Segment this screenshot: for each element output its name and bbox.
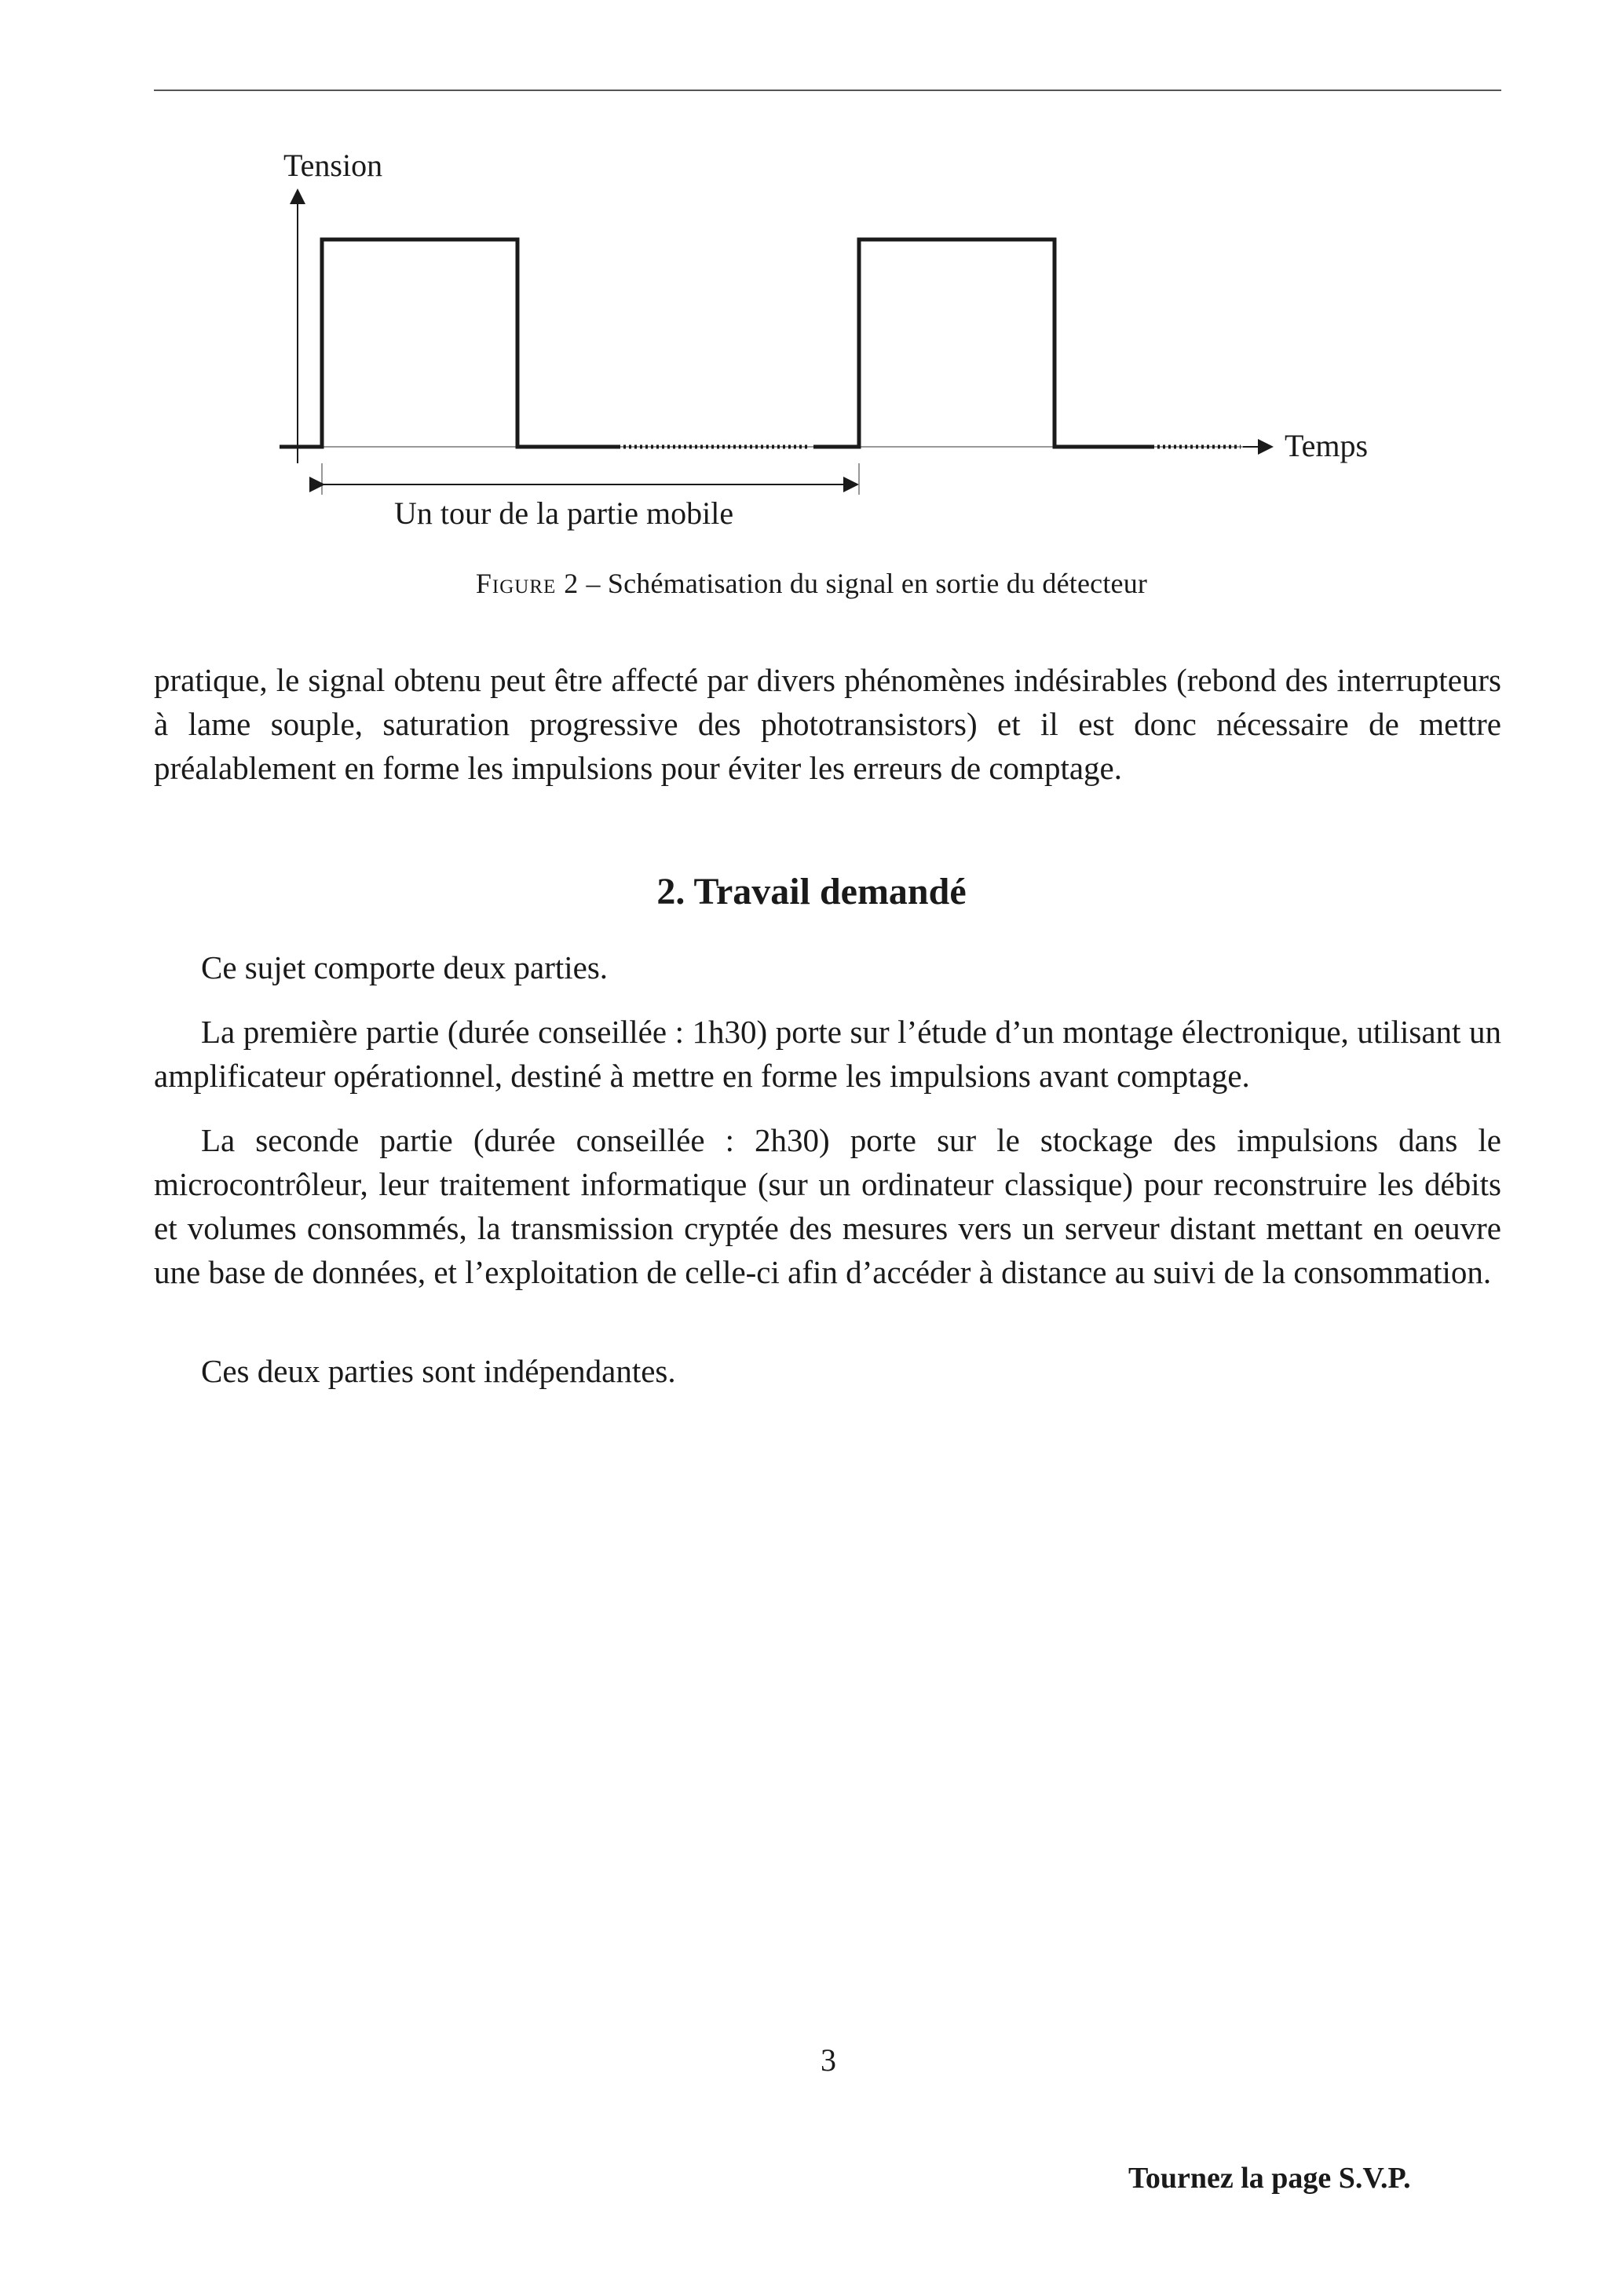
- signal-pulse-1: [280, 239, 620, 447]
- paragraph-4: Ces deux parties sont indépendantes.: [201, 1353, 676, 1389]
- caption-text: Schématisation du signal en sortie du détecteur: [607, 568, 1148, 599]
- x-axis-label: Temps: [1285, 428, 1369, 463]
- caption-prefix: Figure 2: [475, 568, 579, 599]
- footer-note: Tournez la page S.V.P.: [1128, 2162, 1411, 2195]
- caption-separator: –: [579, 568, 608, 599]
- period-label: Un tour de la partie mobile: [394, 495, 734, 531]
- y-axis-label: Tension: [283, 148, 383, 183]
- paragraph-2: La première partie (durée conseillée : 1h30) porte sur l’étude d’un montage électronique, utilisant un amplificateur opérationnel, destiné à mettre en forme les impulsions avant comptage.: [154, 1014, 1501, 1094]
- page-number: 3: [821, 2042, 836, 2078]
- paragraph-1: Ce sujet comporte deux parties.: [201, 949, 609, 985]
- section-title: 2. Travail demandé: [656, 871, 967, 912]
- paragraph-continuation: pratique, le signal obtenu peut être affecté par divers phénomènes indésirables (rebond des interrupteurs à lame souple, saturation progressive des phototransistors) et il est donc nécessaire de mettre préalablement en forme les impulsions pour éviter les erreurs de comptage.: [154, 662, 1501, 786]
- paragraph-3: La seconde partie (durée conseillée : 2h30) porte sur le stockage des impulsions dans le microcontrôleur, leur traitement informatique (sur un ordinateur classique) pour reconstruire les débits et volumes consommés, la transmission cryptée des mesures vers un serveur distant mettant en oeuvre une base de données, et l’exploitation de celle-ci afin d’accéder à distance au suivi de la consommation.: [154, 1122, 1501, 1290]
- figure-caption: [0, 567, 1623, 600]
- signal-pulse-2: [813, 239, 1154, 447]
- signal-figure: [0, 0, 1623, 644]
